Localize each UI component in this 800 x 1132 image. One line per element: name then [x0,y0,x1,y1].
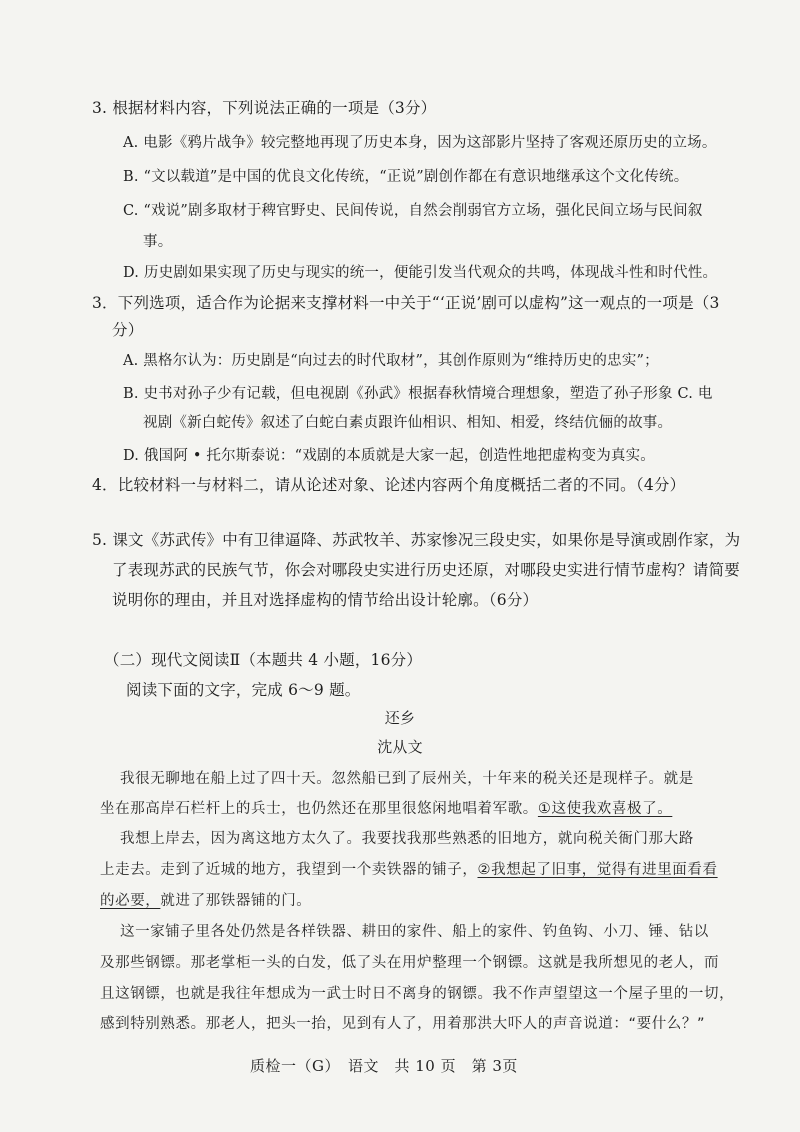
q3b-stem-line1: 3．下列选项，适合作为论据来支撑材料一中关于“‘正说’剧可以虚构”这一观点的一项是（3 [92,294,720,312]
passage-title: 还乡 [384,709,416,727]
page-footer: 质检一（G） 语文 共 10 页 第 3页 [250,1057,518,1075]
passage-p2-line1: 我想上岸去，因为离这地方太久了。我要找我那些熟悉的旧地方，就向税关衙门那大路 [120,831,694,847]
underlined-sentence-2: ②我想起了旧事，觉得有进里面看看 [477,862,718,878]
underlined-sentence-1: ①这使我欢喜极了。 [537,801,673,817]
q3b-stem-line2: 分） [112,321,144,339]
passage-p3-line2: 及那些钢镖。那老掌柜一头的白发，低了头在用炉整理一个钢镖。这就是我所想见的老人，而 [100,955,720,971]
q3b-option-b-line1: B. 史书对孙子少有记载，但电视剧《孙武》根据春秋情境合理想象，塑造了孙子形象 C. 电 [123,386,713,402]
q3a-option-c-line1: C. “戏说”剧多取材于稗官野史、民间传说，自然会削弱官方立场，强化民间立场与民间叙 [123,203,703,219]
passage-author: 沈从文 [377,738,423,756]
passage-p2-line2: 上走去。走到了近城的地方，我望到一个卖铁器的铺子，②我想起了旧事，觉得有进里面看看 [100,862,718,878]
q3b-option-b-line2: 视剧《新白蛇传》叙述了白蛇白素贞跟许仙相识、相知、相爱，终结伉俪的故事。 [143,415,673,431]
underlined-sentence-2-cont: 的必要， [100,893,161,909]
passage-p3-line1: 这一家铺子里各处仍然是各样铁器、耕田的家件、船上的家件、钓鱼钩、小刀、锤、钻以 [120,924,709,940]
q4-question: 4．比较材料一与材料二，请从论述对象、论述内容两个角度概括二者的不同。（4分） [92,476,686,494]
passage-p3-line4: 感到特别熟悉。那老人，把头一抬，见到有人了，用着那洪大吓人的声音说道：“要什么？” [100,1016,706,1032]
section-heading: （二）现代文阅读Ⅱ（本题共 4 小题，16分） [104,651,423,669]
reading-instruction: 阅读下面的文字，完成 6～9 题。 [126,681,361,699]
q5-line3: 说明你的理由，并且对选择虚构的情节给出设计轮廓。（6分） [112,591,539,609]
q5-line2: 了表现苏武的民族气节，你会对哪段史实进行历史还原，对哪段史实进行情节虚构？请简要 [112,561,741,579]
passage-p1-line2: 坐在那高岸石栏杆上的兵士，也仍然还在那里很悠闲地唱着军歌。①这使我欢喜极了。 [100,801,673,817]
passage-p3-line3: 且这钢镖，也就是我往年想成为一武士时日不离身的钢镖。我不作声望望这一个屋子里的一切， [100,986,735,1002]
q3b-option-a: A. 黑格尔认为：历史剧是“向过去的时代取材”，其创作原则为“维持历史的忠实”； [123,353,659,369]
q3a-option-d: D. 历史剧如果实现了历史与现实的统一，便能引发当代观众的共鸣，体现战斗性和时代性。 [123,265,718,281]
q3a-option-c-line2: 事。 [143,234,173,250]
q3a-stem: 3. 根据材料内容，下列说法正确的一项是（3分） [92,99,437,117]
passage-p1-line1: 我很无聊地在船上过了四十天。忽然船已到了辰州关，十年来的税关还是现样子。就是 [120,771,694,787]
q5-line1: 5. 课文《苏武传》中有卫律逼降、苏武牧羊、苏家惨况三段史实，如果你是导演或剧作家，为 [92,531,741,549]
q3b-option-d: D. 俄国阿 • 托尔斯泰说：“戏剧的本质就是大家一起，创造性地把虚构变为真实。 [123,448,656,464]
passage-p2-line3: 的必要，就进了那铁器铺的门。 [100,893,312,909]
q3a-option-b: B. “文以载道”是中国的优良文化传统，“正说”剧创作都在有意识地继承这个文化传统。 [123,169,689,185]
q3a-option-a: A. 电影《鸦片战争》较完整地再现了历史本身，因为这部影片坚持了客观还原历史的立场。 [123,135,717,151]
